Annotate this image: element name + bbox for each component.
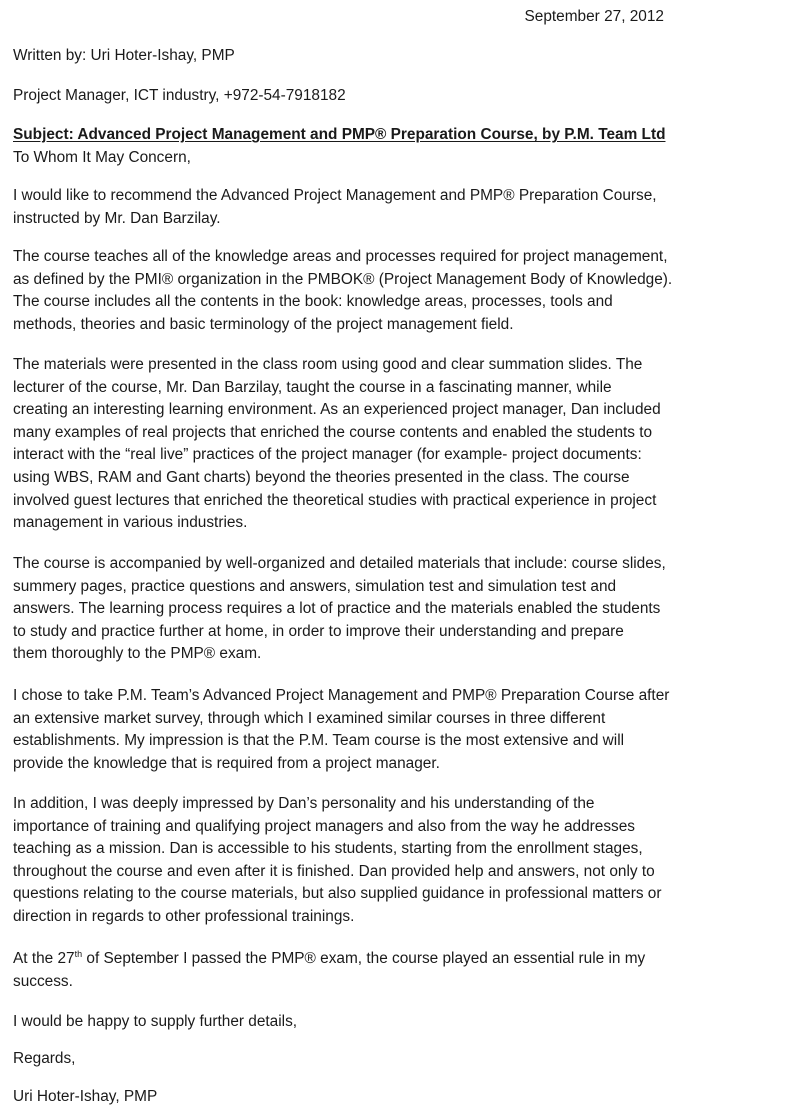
paragraph-line: success.	[13, 972, 73, 990]
paragraph-line: using WBS, RAM and Gant charts) beyond the theories presented in the class. The course	[13, 468, 630, 486]
author-line: Written by: Uri Hoter-Ishay, PMP	[13, 47, 235, 64]
paragraph-line: In addition, I was deeply impressed by Dan’s personality and his understanding of the	[13, 795, 595, 812]
exam-text-start: At the 27	[13, 950, 75, 967]
paragraph-line: interact with the “real live” practices of the project manager (for example- project documents:	[13, 446, 642, 464]
paragraph-line: involved guest lectures that enriched the theoretical studies with practical experience in project	[13, 491, 657, 509]
paragraph-personality	[13, 793, 673, 929]
paragraph-line: The materials were presented in the class room using good and clear summation slides. The	[13, 356, 643, 373]
paragraph-line: importance of training and qualifying project managers and also from the way he addresses	[13, 817, 635, 835]
paragraph-lecturer	[13, 354, 673, 535]
paragraph-line: I would like to recommend the Advanced Project Management and PMP® Preparation Course,	[13, 187, 657, 204]
closing-line: I would be happy to supply further details,	[13, 1013, 298, 1030]
paragraph-line: an extensive market survey, through which I examined similar courses in three different	[13, 709, 606, 727]
paragraph-market-survey	[13, 685, 673, 775]
salutation: To Whom It May Concern,	[13, 149, 191, 166]
ordinal-suffix: th	[74, 949, 83, 959]
paragraph-line: methods, theories and basic terminology of the project management field.	[13, 315, 514, 333]
paragraph-line: The course includes all the contents in the book: knowledge areas, processes, tools and	[13, 293, 613, 311]
paragraph-line: lecturer of the course, Mr. Dan Barzilay, taught the course in a fascinating manner, while	[13, 378, 612, 396]
paragraph-exam-result	[13, 948, 673, 993]
paragraph-line: teaching as a mission. Dan is accessible to his students, starting from the enrollment stages,	[13, 840, 643, 858]
paragraph-line: direction in regards to other professional trainings.	[13, 907, 355, 925]
letter-date: September 27, 2012	[524, 8, 664, 25]
paragraph-line	[13, 948, 673, 971]
paragraph-materials	[13, 553, 673, 666]
paragraph-line: summery pages, practice questions and answers, simulation test and simulation test and	[13, 577, 617, 595]
paragraph-line: many examples of real projects that enriched the course contents and enabled the students to	[13, 423, 653, 441]
paragraph-line: The course is accompanied by well-organized and detailed materials that include: course slides,	[13, 555, 666, 572]
subject-line: Subject: Advanced Project Management and PMP® Preparation Course, by P.M. Team Ltd	[13, 126, 666, 143]
paragraph-line: The course teaches all of the knowledge areas and processes required for project management,	[13, 248, 668, 265]
paragraph-recommendation	[13, 185, 673, 230]
paragraph-line: creating an interesting learning environment. As an experienced project manager, Dan included	[13, 401, 661, 419]
paragraph-line: them thoroughly to the PMP® exam.	[13, 645, 262, 663]
paragraph-line: management in various industries.	[13, 514, 248, 532]
paragraph-line: provide the knowledge that is required from a project manager.	[13, 754, 440, 772]
role-line: Project Manager, ICT industry, +972-54-7918182	[13, 87, 346, 104]
paragraph-line: to study and practice further at home, in order to improve their understanding and prepare	[13, 622, 624, 640]
exam-text-end: of September I passed the PMP® exam, the course played an essential rule in my	[82, 950, 646, 967]
paragraph-course-content	[13, 246, 673, 336]
paragraph-line: throughout the course and even after it is finished. Dan provided help and answers, not only to	[13, 862, 655, 880]
signature: Uri Hoter-Ishay, PMP	[13, 1088, 158, 1105]
paragraph-line: answers. The learning process requires a lot of practice and the materials enabled the students	[13, 600, 661, 618]
paragraph-line: instructed by Mr. Dan Barzilay.	[13, 209, 221, 227]
paragraph-line: as defined by the PMI® organization in the PMBOK® (Project Management Body of Knowledge).	[13, 270, 673, 288]
paragraph-line: questions relating to the course materials, but also supplied guidance in professional matters or	[13, 885, 662, 903]
paragraph-line: establishments. My impression is that the P.M. Team course is the most extensive and will	[13, 732, 625, 750]
regards-line: Regards,	[13, 1050, 76, 1067]
paragraph-line: I chose to take P.M. Team’s Advanced Project Management and PMP® Preparation Course after	[13, 687, 670, 704]
